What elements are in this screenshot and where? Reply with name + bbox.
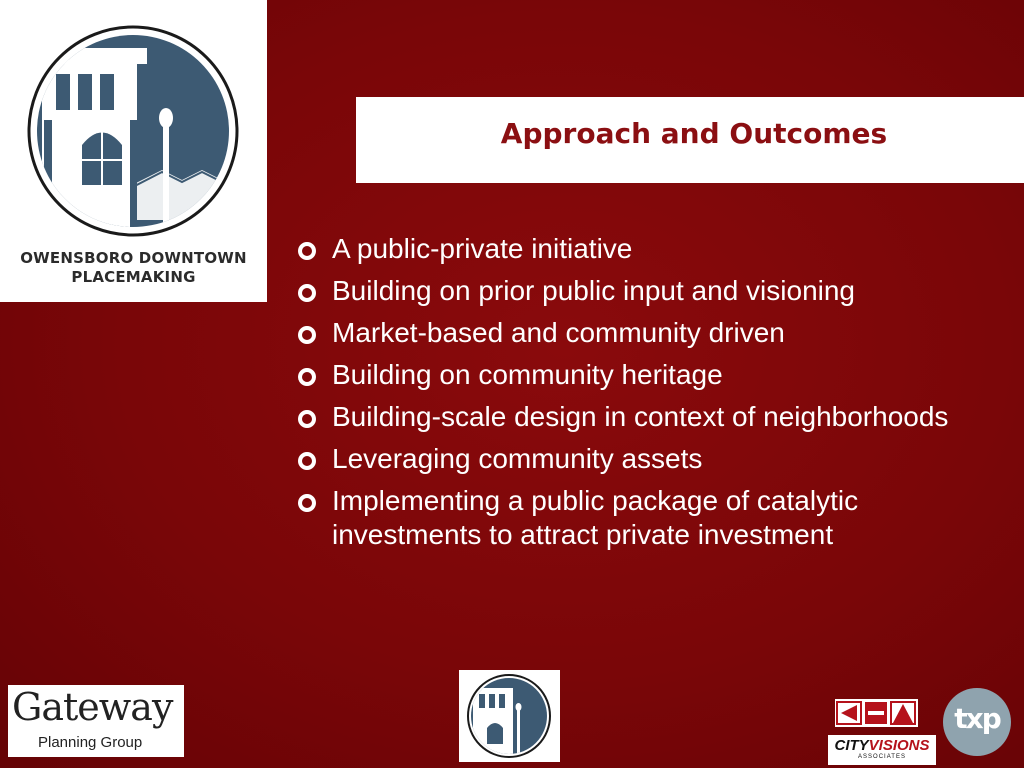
bullet-icon [298, 410, 316, 428]
gateway-planning-logo [8, 685, 184, 757]
owensboro-small-emblem-icon [459, 670, 560, 762]
bullet-icon [298, 284, 316, 302]
gateway-logo-subtext: Planning Group [38, 734, 143, 751]
owensboro-small-logo [459, 670, 560, 762]
bullet-item [296, 274, 956, 308]
partner-arrows-icon [835, 699, 918, 727]
bullet-text: Leveraging community assets [332, 443, 703, 474]
partner-logo-arrows [835, 699, 918, 727]
bullet-item [296, 484, 956, 552]
bullet-list [296, 232, 956, 560]
gateway-logo-text: Gateway [12, 685, 173, 729]
cityvisions-logo-text: CITYVISIONS [834, 737, 930, 754]
cityvisions-logo-subtext: ASSOCIATES [858, 754, 906, 760]
slide-title: Approach and Outcomes [500, 117, 888, 150]
logo-title-line-1: OWENSBORO DOWNTOWN [20, 249, 247, 267]
bullet-icon [298, 368, 316, 386]
cityvisions-logo [828, 735, 936, 765]
bullet-text: Building on community heritage [332, 359, 723, 390]
bullet-icon [298, 326, 316, 344]
bullet-item [296, 232, 956, 266]
bullet-item [296, 442, 956, 476]
owensboro-logo [0, 0, 267, 302]
txp-logo-text: txp [954, 702, 1000, 735]
bullet-text: Market-based and community driven [332, 317, 785, 348]
bullet-item [296, 316, 956, 350]
bullet-item [296, 358, 956, 392]
bullet-text: Building-scale design in context of neighborhoods [332, 401, 949, 432]
title-bar [356, 97, 1024, 183]
bullet-text: Implementing a public package of catalytic investments to attract private investment [332, 485, 859, 550]
owensboro-emblem-icon [22, 20, 244, 242]
logo-title-line-2: PLACEMAKING [71, 268, 196, 286]
txp-logo [943, 688, 1011, 756]
bullet-icon [298, 494, 316, 512]
bullet-text: A public-private initiative [332, 233, 633, 264]
bullet-item [296, 400, 956, 434]
bullet-text: Building on prior public input and visioning [332, 275, 856, 306]
bullet-icon [298, 242, 316, 260]
bullet-icon [298, 452, 316, 470]
